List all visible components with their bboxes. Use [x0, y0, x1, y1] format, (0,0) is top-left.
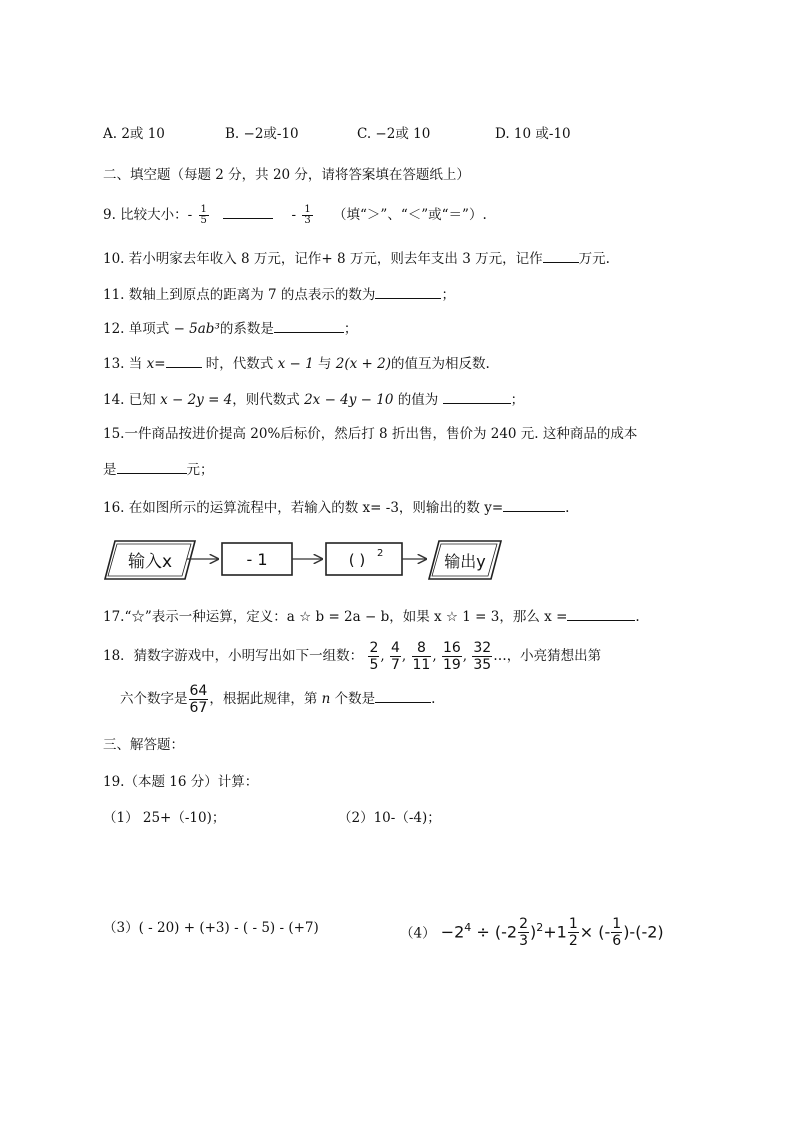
question-10 — [103, 248, 610, 269]
q19-p4-a: −2 — [440, 922, 465, 942]
q19-p4-d: +1 — [543, 922, 567, 942]
q19-p4-f2-num: 1 — [568, 916, 578, 933]
q19-part-1: （1） 25+（-10)； — [103, 810, 226, 826]
q19-p4-fraction-1 — [518, 916, 529, 949]
q9-answer-blank[interactable] — [223, 204, 273, 219]
q14-text-c: 的值为 — [393, 392, 443, 408]
q15-line2-a: 是 — [103, 462, 117, 478]
q12-text-a: 12. 单项式 — [103, 321, 174, 337]
q18-sixth-fraction — [189, 683, 209, 716]
question-19-title: 19.（本题 16 分）计算： — [103, 774, 259, 790]
q19-p4-f: )-(-2) — [623, 922, 664, 942]
question-11 — [103, 284, 455, 305]
q19-part-4 — [400, 910, 664, 951]
q13-text-d: 与 — [313, 356, 336, 372]
q10-text-b: 万元. — [578, 251, 610, 267]
q9-fraction-2-num: 1 — [304, 204, 311, 215]
q19-part-4-label: （4） — [400, 925, 436, 942]
q18-fraction-4-den: 19 — [442, 657, 461, 673]
q18-line2-d: . — [431, 691, 436, 707]
q18-fraction-1-den: 5 — [369, 657, 379, 673]
q18-fraction-3-num: 8 — [412, 640, 432, 657]
q18-fraction-2 — [390, 640, 401, 673]
flow-step-2-node — [326, 543, 402, 575]
section-2-heading: 二、填空题（每题 2 分，共 20 分，请将答案填在答题纸上） — [103, 167, 470, 183]
q13-text-b: = — [154, 356, 166, 372]
q18-fraction-4-num: 16 — [442, 640, 461, 656]
q18-fraction-5 — [472, 640, 492, 673]
q14-text-a: 14. 已知 — [103, 392, 161, 408]
question-13 — [103, 353, 490, 374]
flow-step-1-node — [222, 543, 292, 575]
q19-p4-fraction-3 — [611, 916, 622, 949]
q18-fraction-5-den: 35 — [473, 657, 492, 673]
q9-suffix: （填“＞”、“＜”或“＝”）. — [333, 207, 487, 223]
flow-step-1-label: - 1 — [246, 550, 268, 569]
q9-fraction-2 — [302, 205, 312, 226]
q14-expression-2: 2x − 4y − 10 — [304, 392, 394, 408]
q16-text-a: 16. 在如图所示的运算流程中，若输入的数 x= -3，则输出的数 y= — [103, 500, 504, 516]
q17-text-b: . — [635, 609, 640, 625]
q13-expression-2: 2(x + 2) — [335, 356, 392, 372]
q19-p4-c-sup: 2 — [536, 921, 544, 934]
question-18-line-2 — [120, 683, 435, 716]
q16-text-b: . — [565, 500, 570, 516]
q14-answer-blank[interactable] — [443, 389, 511, 404]
question-15-line-2 — [103, 459, 214, 480]
q18-n: n — [321, 691, 331, 707]
option-a: A. 2或 10 — [103, 126, 165, 142]
q19-p4-f3-den: 6 — [612, 933, 622, 950]
q19-part-2: （2）10-（-4)； — [338, 810, 441, 826]
q11-answer-blank[interactable] — [375, 284, 441, 299]
q18-fraction-2-num: 4 — [391, 640, 400, 656]
q12-text-b: 的系数是 — [219, 321, 274, 337]
q14-text-d: ； — [510, 392, 525, 408]
q18-fraction-5-num: 32 — [473, 640, 492, 656]
section-3-heading: 三、解答题： — [103, 737, 184, 753]
question-9 — [103, 204, 487, 226]
q12-expression: − 5ab³ — [173, 321, 220, 337]
q9-fraction-1 — [199, 205, 209, 226]
q9-prefix: 9. 比较大小：- — [103, 207, 193, 223]
q15-line2-b: 元； — [186, 462, 214, 478]
q9-fraction-1-num: 1 — [200, 204, 207, 215]
question-12 — [103, 318, 357, 339]
flow-step-2-label: ( ) — [348, 551, 366, 569]
q19-p4-f2-den: 2 — [568, 933, 578, 950]
flow-output-label: 输出y — [444, 552, 486, 571]
q18-fraction-3-den: 11 — [412, 657, 431, 673]
option-c: C. −2或 10 — [357, 126, 431, 142]
q15-answer-blank[interactable] — [117, 459, 187, 474]
q14-expression-1: x − 2y = 4 — [160, 392, 233, 408]
flow-input-label: 输入x — [127, 552, 173, 572]
q18-sixth-den: 67 — [189, 700, 208, 716]
q18-answer-blank[interactable] — [375, 688, 431, 703]
q11-text-a: 11. 数轴上到原点的距离为 7 的点表示的数为 — [103, 287, 376, 303]
q18-fraction-2-den: 7 — [391, 657, 400, 673]
question-16 — [103, 497, 569, 518]
flow-input-node — [105, 541, 195, 579]
q18-fraction-3 — [412, 640, 432, 673]
q13-text-c: 时，代数式 — [201, 356, 278, 372]
option-b: B. −2或-10 — [225, 126, 299, 142]
q9-fraction-1-den: 5 — [200, 215, 207, 226]
q13-text-e: 的值互为相反数. — [391, 356, 490, 372]
q17-answer-blank[interactable] — [567, 606, 635, 621]
q18-ellipsis: …，小亮猜想出第 — [493, 648, 602, 664]
question-14 — [103, 389, 524, 410]
question-15-line-1: 15.一件商品按进价提高 20%后标价，然后打 8 折出售，售价为 240 元. 这种商品的成本 — [103, 426, 638, 442]
option-d: D. 10 或-10 — [495, 126, 571, 142]
flow-output-node — [429, 541, 501, 579]
q19-part-3: （3）( - 20) + (+3) - ( - 5) - (+7) — [103, 920, 319, 936]
q9-mid: - — [291, 207, 297, 223]
q19-p4-f1-num: 2 — [519, 916, 528, 933]
q10-text-a: 10. 若小明家去年收入 8 万元，记作+ 8 万元，则去年支出 3 万元，记作 — [103, 251, 543, 267]
q18-fraction-1 — [368, 640, 379, 673]
q19-p4-c: ) — [529, 922, 537, 942]
q14-text-b: ，则代数式 — [232, 392, 305, 408]
q11-text-b: ； — [441, 287, 455, 303]
q13-answer-blank[interactable] — [166, 353, 202, 368]
q18-fraction-1-num: 2 — [369, 640, 379, 656]
q12-answer-blank[interactable] — [274, 318, 344, 333]
q13-expression-1: x − 1 — [277, 356, 314, 372]
q18-line2-c: 个数是 — [330, 691, 376, 707]
q19-p4-f3-num: 1 — [612, 916, 622, 933]
q16-answer-blank[interactable] — [503, 497, 565, 512]
q19-p4-e: × (- — [579, 922, 611, 942]
q18-text-a: 18．猜数字游戏中，小明写出如下一组数： — [103, 648, 364, 664]
q18-sixth-num: 64 — [189, 683, 208, 699]
operation-flowchart — [103, 535, 503, 585]
q19-p4-fraction-2 — [568, 916, 579, 949]
flow-step-2-superscript: 2 — [377, 548, 384, 559]
q18-line2-b: ，根据此规律，第 — [209, 691, 322, 707]
q10-answer-blank[interactable] — [543, 248, 579, 263]
q19-p4-a-sup: 4 — [464, 921, 472, 934]
q19-p4-b: ÷ (-2 — [476, 922, 518, 942]
q12-text-c: ； — [343, 321, 358, 337]
q18-fraction-4 — [442, 640, 462, 673]
question-18-line-1: 18．猜数字游戏中，小明写出如下一组数： $\frac{2}{5}$ , $\frac{4}{7}$ , $\frac{8}{11}$ , $\frac{16}{19}$ , $\frac{32}{35}$ …，小亮猜想出第 — [103, 640, 602, 673]
question-17 — [103, 606, 640, 627]
q9-fraction-2-den: 3 — [304, 215, 311, 226]
q19-p4-f1-den: 3 — [519, 933, 528, 950]
q18-line2-a: 六个数字是 — [120, 691, 188, 707]
q13-text-a: 13. 当 — [103, 356, 147, 372]
q13-variable: x — [146, 356, 155, 372]
q17-text-a: 17.“☆”表示一种运算，定义：a ☆ b = 2a − b，如果 x ☆ 1 = 3，那么 x = — [103, 609, 568, 625]
